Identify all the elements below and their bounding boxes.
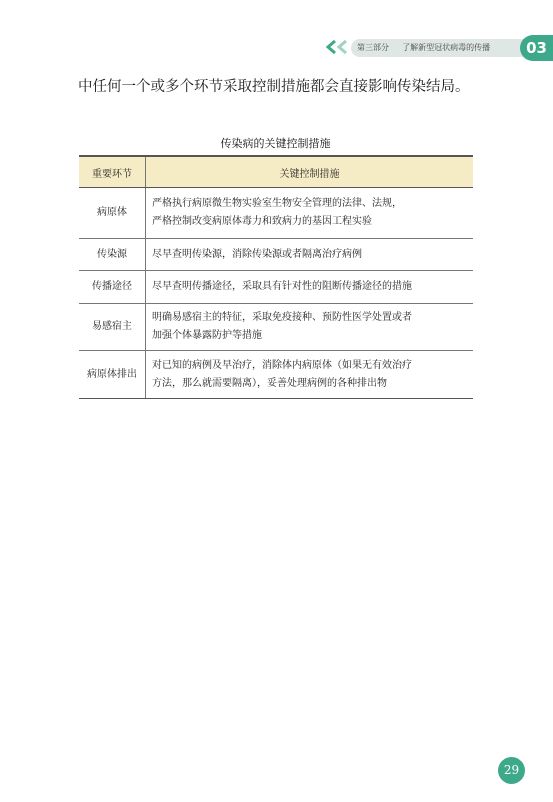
chapter-number-tab: 03 [520,35,553,61]
measure-line: 尽早查明传播途径，采取具有针对性的阻断传播途径的措施 [152,281,412,292]
table-row [79,271,473,304]
chapter-header [325,35,553,61]
page-number: 29 [498,757,525,784]
stage-cell: 病原体排出 [79,351,146,399]
chapter-header-bar [351,39,527,57]
measure-line: 明确易感宿主的特征，采取免疫接种、预防性医学处置或者 [152,312,412,323]
table-row [79,188,473,239]
measure-line: 尽早查明传染源，消除传染源或者隔离治疗病例 [152,248,362,260]
section-label: 第三部分 [357,43,389,52]
measure-cell [146,351,474,399]
chapter-title: 了解新型冠状病毒的传播 [402,43,491,52]
measure-cell [146,239,474,271]
measure-cell [146,271,474,304]
stage-cell: 传染源 [79,239,146,271]
chevron-left-icon [336,40,350,54]
control-measures-table [79,155,473,399]
header-stage: 重要环节 [79,156,146,188]
stage-cell: 传播途径 [79,271,146,304]
measure-line: 对已知的病例及早治疗，消除体内病原体（如果无有效治疗 [152,359,412,371]
header-measures: 关键控制措施 [146,156,474,188]
measure-cell [146,188,474,239]
measure-line: 加强个体暴露防护等措施 [152,330,262,341]
measure-line: 严格控制改变病原体毒力和致病力的基因工程实验 [152,216,372,227]
intro-paragraph: 中任何一个或多个环节采取控制措施都会直接影响传染结局。 [78,79,470,95]
table-caption: 传染病的关键控制措施 [220,137,331,150]
table-row [79,351,473,399]
table-header-row [79,156,473,188]
measure-line: 严格执行病原微生物实验室生物安全管理的法律、法规， [152,198,402,209]
measure-line: 方法，那么就需要隔离），妥善处理病例的各种排出物 [152,377,387,389]
stage-cell: 易感宿主 [79,304,146,351]
table-row [79,304,473,351]
table-row [79,239,473,271]
measure-cell [146,304,474,351]
stage-cell: 病原体 [79,188,146,239]
